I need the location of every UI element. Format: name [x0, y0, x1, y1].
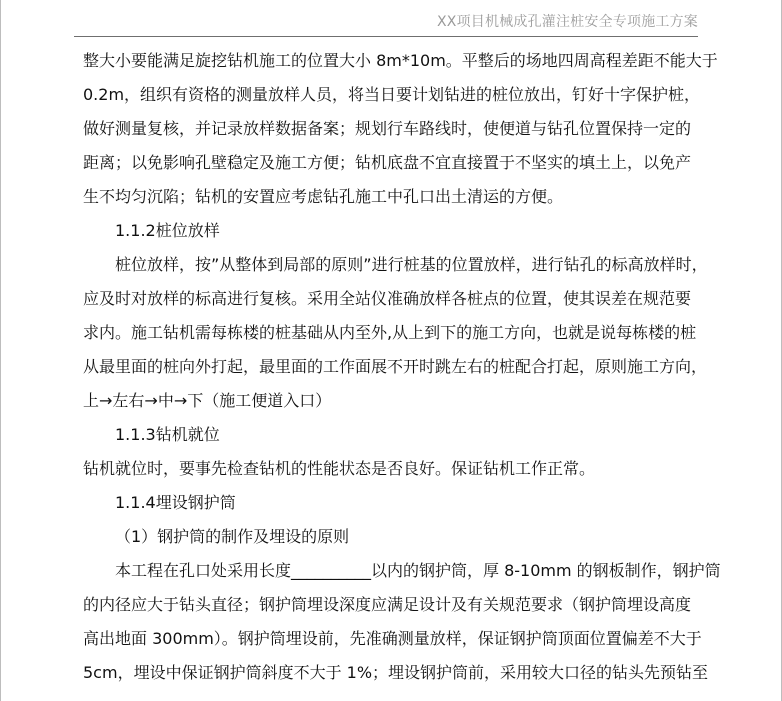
section-heading-1-1-2: 1.1.2桩位放样: [115, 221, 220, 240]
paragraph-line: 本工程在孔口处采用长度__________以内的钢护筒，厚 8-10mm 的钢板制作，钢护筒: [115, 561, 721, 580]
paragraph-line: 从最里面的桩向外打起，最里面的工作面展不开时跳左右的桩配合打起，原则施工方向，: [83, 357, 708, 376]
section-heading-1-1-4: 1.1.4埋设钢护筒: [115, 493, 236, 512]
subheading-steel-casing: （1）钢护筒的制作及埋设的原则: [115, 527, 350, 546]
page-header-title: XX项目机械成孔灌注桩安全专项施工方案: [437, 14, 698, 30]
paragraph-line: 的内径应大于钻头直径；钢护筒埋设深度应满足设计及有关规范要求（钢护筒埋设高度: [83, 595, 692, 614]
paragraph-line: 应及时对放样的标高进行复核。采用全站仪准确放样各桩点的位置，使其误差在规范要: [83, 289, 692, 308]
paragraph-line: 整大小要能满足旋挖钻机施工的位置大小 8m*10m。平整后的场地四周高程差距不能大于: [83, 51, 718, 70]
section-heading-1-1-3: 1.1.3钻机就位: [115, 425, 220, 444]
document-body: [83, 44, 721, 690]
paragraph-line: 桩位放样，按”从整体到局部的原则”进行桩基的位置放样，进行钻孔的标高放样时，: [115, 255, 708, 274]
page-left-border: [0, 0, 1, 701]
paragraph-line: 0.2m，组织有资格的测量放样人员，将当日要计划钻进的桩位放出，钉好十字保护桩，: [83, 85, 701, 104]
header-rule: [74, 36, 698, 37]
paragraph-line: 高出地面 300mm）。钢护筒埋设前，先准确测量放样，保证钢护筒顶面位置偏差不大于: [83, 629, 702, 648]
paragraph-line: 做好测量复核，并记录放样数据备案；规划行车路线时，使便道与钻孔位置保持一定的: [83, 119, 692, 138]
paragraph-line: 上→左右→中→下（施工便道入口）: [83, 391, 332, 410]
paragraph-line: 生不均匀沉陷；钻机的安置应考虑钻孔施工中孔口出土清运的方便。: [83, 187, 564, 206]
paragraph-line: 求内。施工钻机需每栋楼的桩基础从内至外,从上到下的施工方向，也就是说每栋楼的桩: [83, 323, 697, 342]
paragraph-line: 钻机就位时，要事先检查钻机的性能状态是否良好。保证钻机工作正常。: [83, 459, 596, 478]
paragraph-line: 5cm，埋设中保证钢护筒斜度不大于 1%；埋设钢护筒前，采用较大口径的钻头先预钻至: [83, 663, 709, 682]
paragraph-line: 距离；以免影响孔壁稳定及施工方便；钻机底盘不宜直接置于不坚实的填土上，以免产: [83, 153, 692, 172]
